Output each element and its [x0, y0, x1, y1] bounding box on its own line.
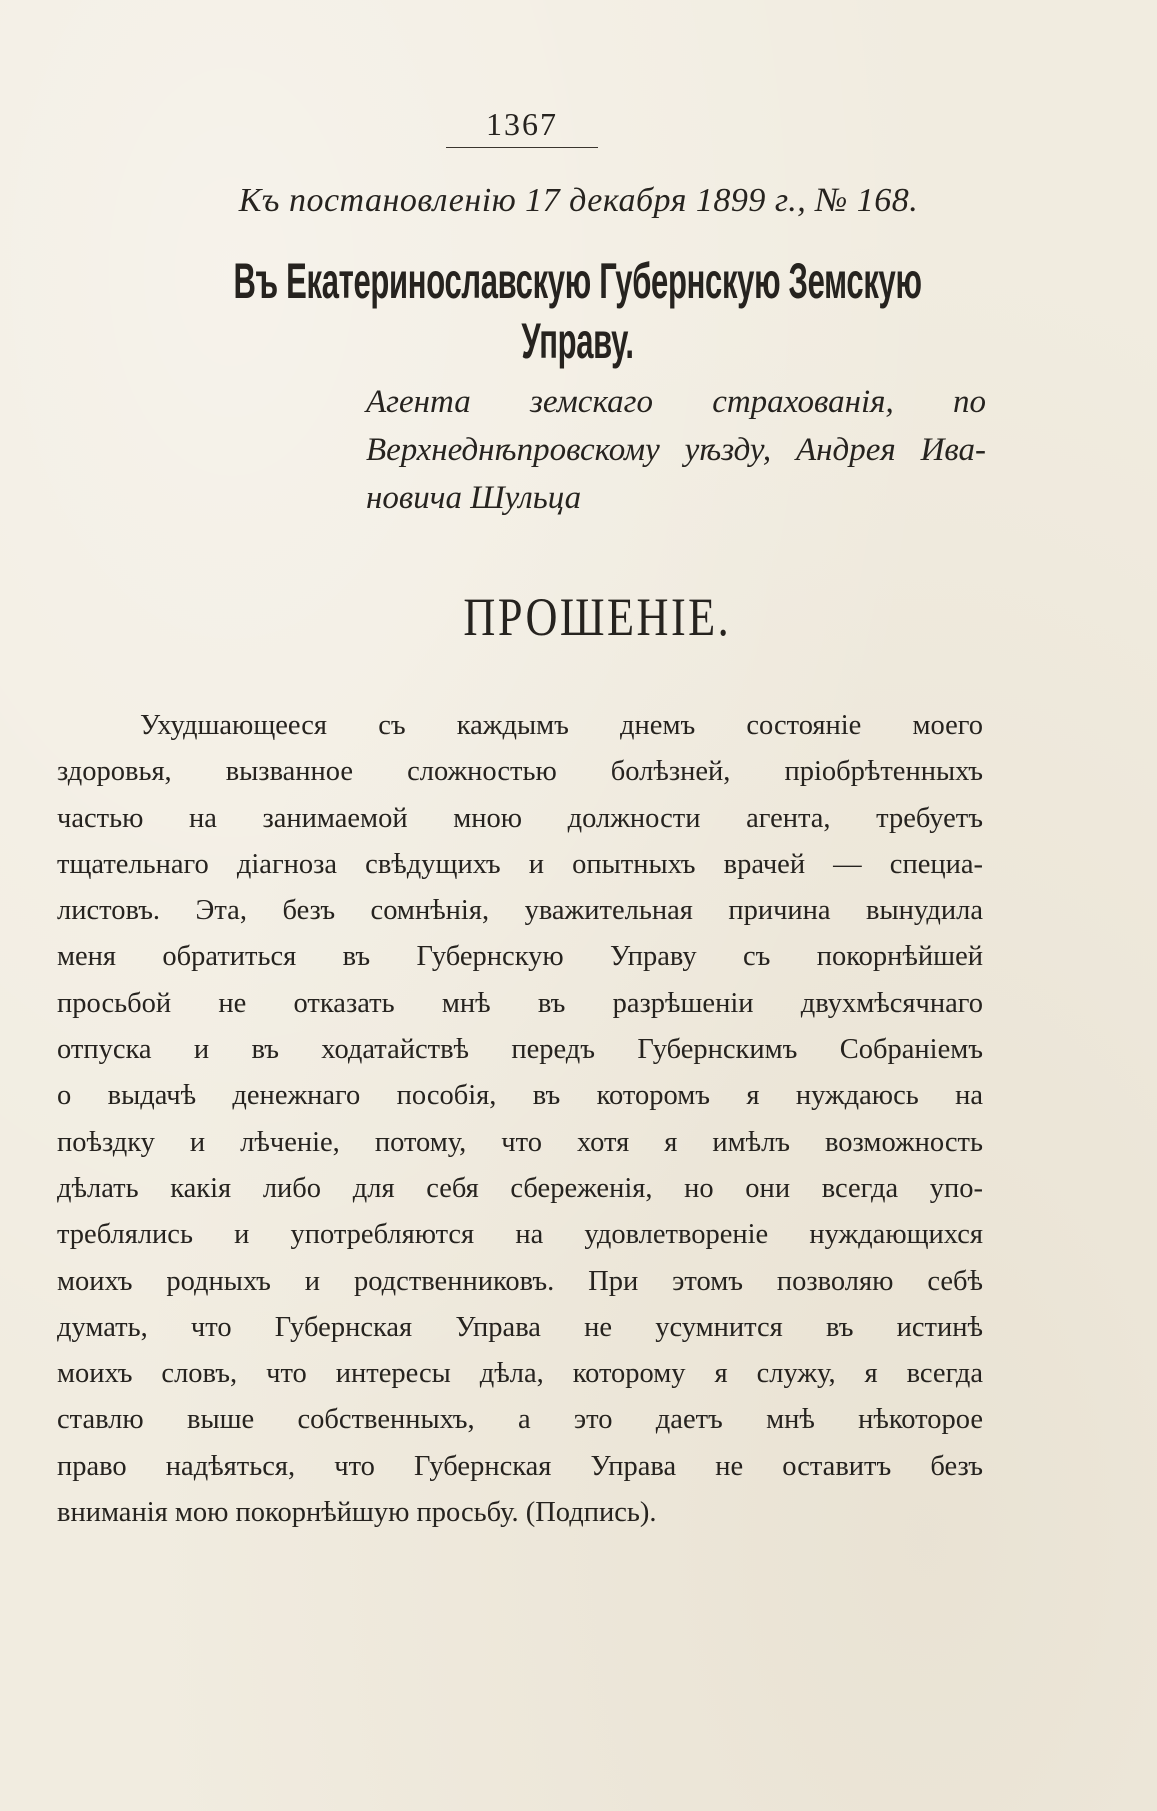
body-line: частью на занимаемой мною должности агента, требуетъ — [57, 802, 983, 834]
sender-line: Агента земскаго страхованія, по — [366, 384, 986, 420]
body-line: поѣздку и лѣченіе, потому, что хотя я имѣлъ возможность — [57, 1126, 983, 1158]
body-line: дѣлать какія либо для себя сбереженія, но они всегда упо- — [57, 1172, 983, 1204]
page-number: 1367 — [486, 106, 558, 142]
body-line: вниманія мою покорнѣйшую просьбу. (Подпись). — [57, 1497, 657, 1529]
sender-line: Верхнеднѣпровскому уѣзду, Андрея Ива- — [366, 432, 986, 468]
body-line: меня обратиться въ Губернскую Управу съ покорнѣйшей — [57, 941, 983, 973]
body-line: здоровья, вызванное сложностью болѣзней, пріобрѣтенныхъ — [57, 756, 983, 788]
sender-line: новича Шульца — [366, 480, 582, 516]
page-number-rule — [446, 147, 598, 148]
body-line: просьбой не отказать мнѣ въ разрѣшеніи двухмѣсячнаго — [57, 987, 983, 1019]
body-line: Ухудшающееся съ каждымъ днемъ состояніе моего — [140, 710, 983, 741]
resolution-reference: Къ постановленію 17 декабря 1899 г., № 168. — [238, 182, 919, 219]
body-line: отпуска и въ ходатайствѣ передъ Губернскимъ Собраніемъ — [57, 1034, 983, 1066]
addressee-heading: Въ Екатеринославскую Губернскую Земскую Управу. — [233, 253, 922, 369]
body-line: о выдачѣ денежнаго пособія, въ которомъ я нуждаюсь на — [57, 1080, 983, 1112]
body-line: ставлю выше собственныхъ, а это даетъ мнѣ нѣкоторое — [57, 1404, 983, 1436]
body-line: думать, что Губернская Управа не усумнится въ истинѣ — [57, 1311, 983, 1343]
body-line: листовъ. Эта, безъ сомнѣнія, уважительная причина вынудила — [57, 895, 983, 927]
body-line: моихъ родныхъ и родственниковъ. При этомъ позволяю себѣ — [57, 1265, 983, 1297]
body-line: тщательнаго діагноза свѣдущихъ и опытныхъ врачей — специа- — [57, 848, 983, 880]
body-line: моихъ словъ, что интересы дѣла, которому я служу, я всегда — [57, 1358, 983, 1390]
petition-body — [57, 703, 983, 1536]
body-line: треблялись и употребляются на удовлетвореніе нуждающихся — [57, 1219, 983, 1251]
body-line: право надѣяться, что Губернская Управа не оставитъ безъ — [57, 1450, 983, 1482]
sender-block — [366, 378, 986, 522]
document-title: ПРОШЕНІЕ. — [463, 587, 732, 647]
